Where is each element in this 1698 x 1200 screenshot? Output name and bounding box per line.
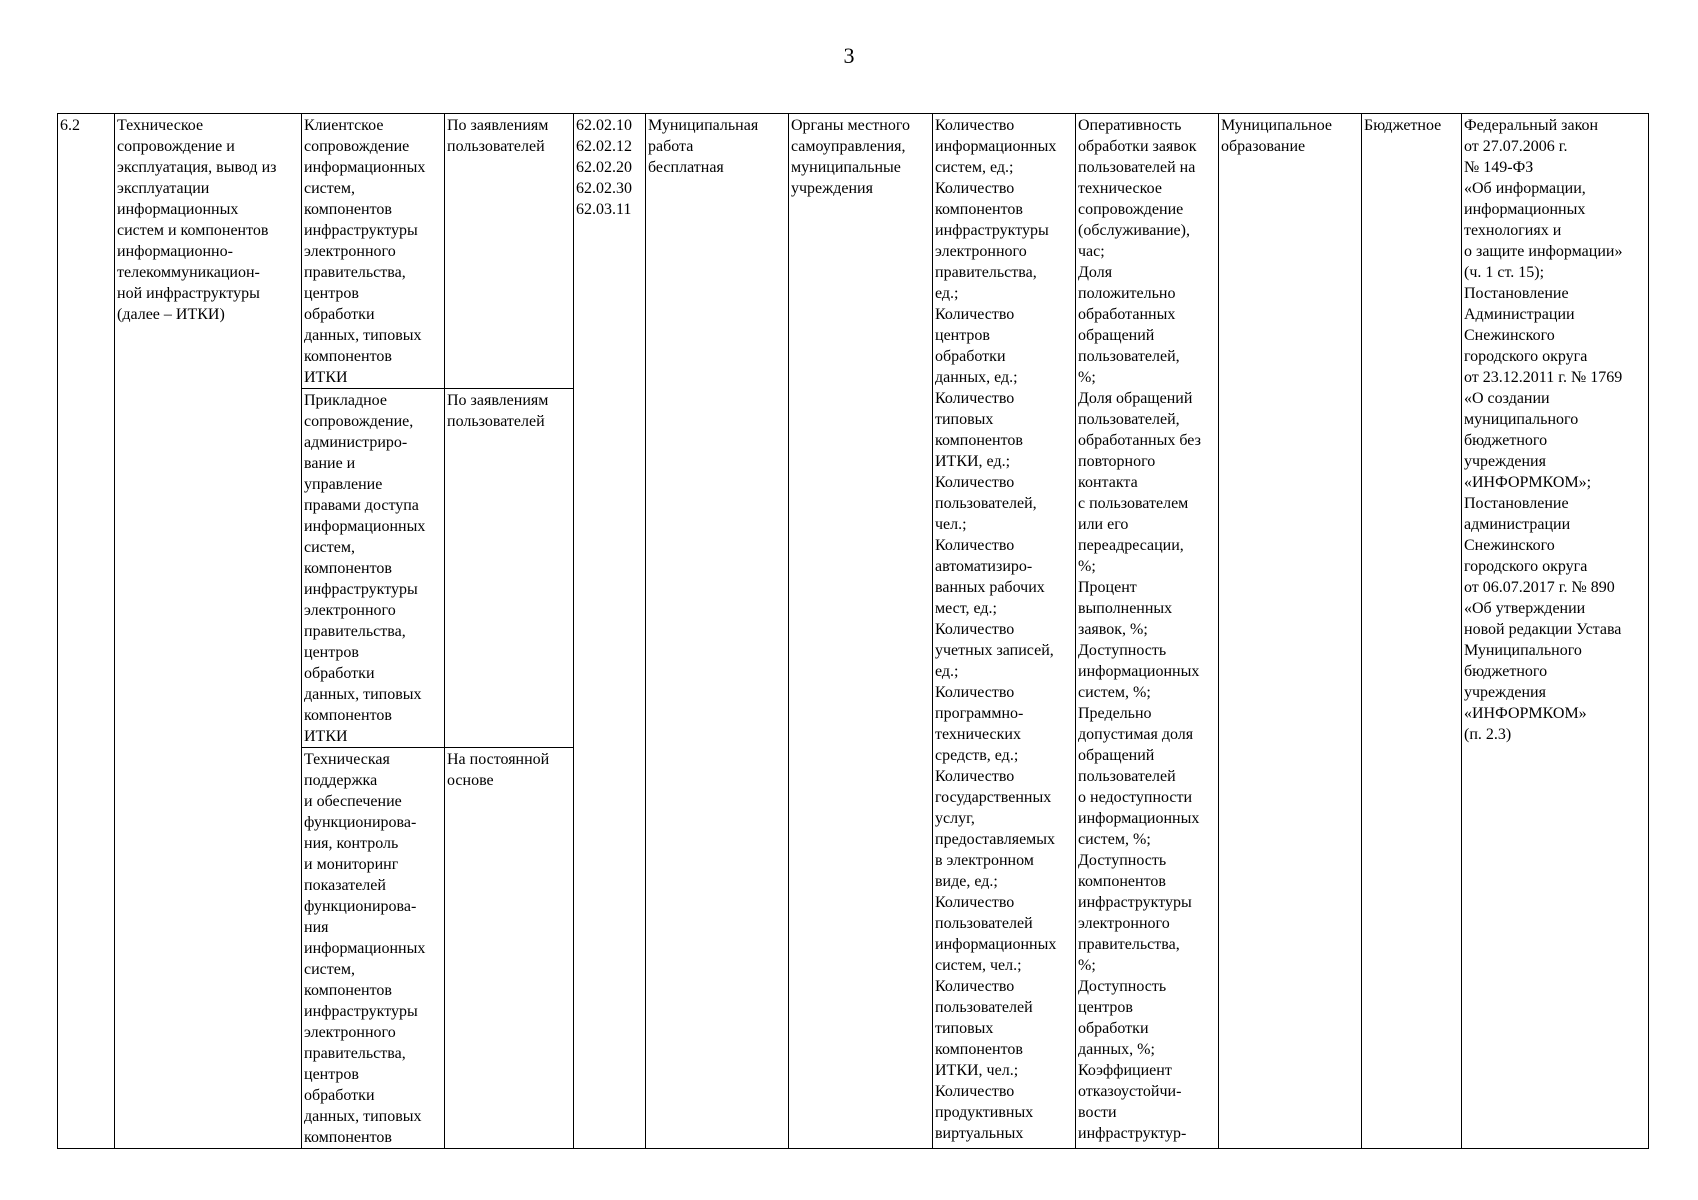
- quality-indicators: Оперативность обработки заявок пользователей на техническое сопровождение (обслуживание), час; Доля положительно обработанных обращений пользователей, %; Доля обращений пользователей, обработанных без повторного контакта с пользователем или его переадресации, %; Процент выполненных заявок, %; Доступность информационных систем, %; Предельно допустимая доля обращений пользователей о недоступности информационных систем, %; Доступность компонентов инфраструктуры электронного правительства, %; Доступность центров обработки данных, %; Коэффициент отказоустойчи- вости инфраструктур-: [1076, 114, 1219, 1149]
- work-type: Муниципальная работа бесплатная: [646, 114, 789, 1149]
- service-content-2: Прикладное сопровождение, администриро- вание и управление правами доступа информационных систем, компонентов инфраструктуры электронного правительства, центров обработки данных, типовых компонентов ИТКИ: [302, 389, 445, 748]
- row-number: 6.2: [58, 114, 115, 1149]
- service-content-1: Клиентское сопровождение информационных систем, компонентов инфраструктуры электронного правительства, центров обработки данных, типовых компонентов ИТКИ: [302, 114, 445, 389]
- okved-codes: 62.02.10 62.02.12 62.02.20 62.02.30 62.03.11: [574, 114, 646, 1149]
- consumer-category: Органы местного самоуправления, муниципальные учреждения: [789, 114, 933, 1149]
- legal-basis: Федеральный закон от 27.07.2006 г. № 149-ФЗ «Об информации, информационных технологиях и о защите информации» (ч. 1 ст. 15); Постановление Администрации Снежинского городского округа от 23.12.2011 г. № 1769 «О создании муниципального бюджетного учреждения «ИНФОРМКОМ»; Постановление администрации Снежинского городского округа от 06.07.2017 г. № 890 «Об утверждении новой редакции Устава Муниципального бюджетного учреждения «ИНФОРМКОМ» (п. 2.3): [1462, 114, 1649, 1149]
- provision-basis-3: На постоянной основе: [445, 748, 574, 1149]
- services-table: [57, 113, 1649, 1149]
- page-number: 3: [843, 43, 855, 68]
- service-name: Техническое сопровождение и эксплуатация, вывод из эксплуатации информационных систем и компонентов информационно- телекоммуникацион- ной инфраструктуры (далее – ИТКИ): [115, 114, 302, 1149]
- founder: Муниципальное образование: [1219, 114, 1362, 1149]
- provision-basis-2: По заявлениям пользователей: [445, 389, 574, 748]
- service-content-3: Техническая поддержка и обеспечение функционирова- ния, контроль и мониторинг показателей функционирова- ния информационных систем, компонентов инфраструктуры электронного правительства, центров обработки данных, типовых компонентов: [302, 748, 445, 1149]
- provision-basis-1: По заявлениям пользователей: [445, 114, 574, 389]
- volume-indicators: Количество информационных систем, ед.; Количество компонентов инфраструктуры электронного правительства, ед.; Количество центров обработки данных, ед.; Количество типовых компонентов ИТКИ, ед.; Количество пользователей, чел.; Количество автоматизиро- ванных рабочих мест, ед.; Количество учетных записей, ед.; Количество программно- технических средств, ед.; Количество государственных услуг, предоставляемых в электронном виде, ед.; Количество пользователей информационных систем, чел.; Количество пользователей типовых компонентов ИТКИ, чел.; Количество продуктивных виртуальных: [933, 114, 1076, 1149]
- table-row: [58, 114, 1649, 389]
- institution-type: Бюджетное: [1362, 114, 1462, 1149]
